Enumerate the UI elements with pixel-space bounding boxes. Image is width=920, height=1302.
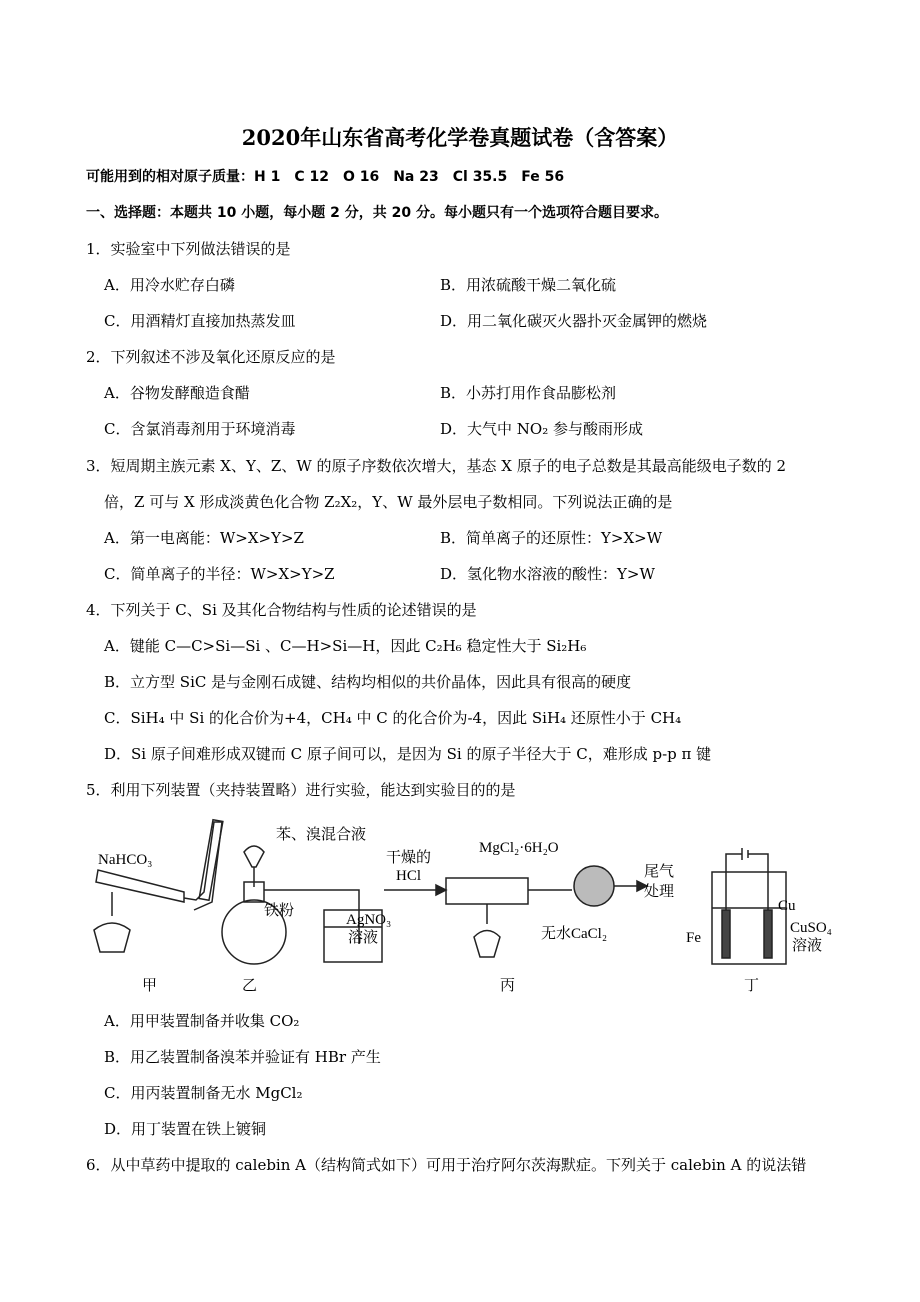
q4-option-b: B．立方型 SiC 是与金刚石成键、结构均相似的共价晶体，因此具有很高的硬度 xyxy=(104,673,632,691)
apparatus-yi xyxy=(222,825,391,994)
apparatus-figure xyxy=(84,812,844,1000)
q3-option-b: B．简单离子的还原性：Y>X>W xyxy=(440,529,663,547)
label-cacl2: 无水CaCl₂ xyxy=(541,926,608,942)
question-4-stem: 4．下列关于 C、Si 及其化合物结构与性质的论述错误的是 xyxy=(86,601,477,619)
apparatus-jia xyxy=(94,820,223,994)
apparatus-bing xyxy=(384,840,674,994)
q5-option-b: B．用乙装置制备溴苯并验证有 HBr 产生 xyxy=(104,1048,381,1066)
question-1-stem: 1．实验室中下列做法错误的是 xyxy=(86,240,291,258)
question-2-stem: 2．下列叙述不涉及氧化还原反应的是 xyxy=(86,348,336,366)
q1-option-b: B．用浓硫酸干燥二氧化硫 xyxy=(440,276,617,294)
label-hcl: HCl xyxy=(396,868,422,884)
label-dry: 干燥的 xyxy=(386,850,432,866)
label-ding: 丁 xyxy=(744,978,760,994)
q4-option-c: C．SiH₄ 中 Si 的化合价为+4，CH₄ 中 C 的化合价为-4，因此 SiH₄ 还原性小于 CH₄ xyxy=(104,709,682,727)
label-benzene-bromine: 苯、溴混合液 xyxy=(276,827,367,843)
q2-option-c: C．含氯消毒剂用于环境消毒 xyxy=(104,420,296,438)
label-treatment: 处理 xyxy=(644,884,675,900)
label-nahco3: NaHCO₃ xyxy=(98,852,153,868)
q3-option-d: D．氢化物水溶液的酸性：Y>W xyxy=(440,565,655,583)
label-jia: 甲 xyxy=(142,978,158,994)
q2-option-a: A．谷物发酵酿造食醋 xyxy=(104,384,250,402)
page-title: 2020年山东省高考化学卷真题试卷（含答案） xyxy=(241,125,679,150)
q1-option-a: A．用冷水贮存白磷 xyxy=(104,276,235,294)
label-iron-powder: 铁粉 xyxy=(264,903,295,919)
q1-option-c: C．用酒精灯直接加热蒸发皿 xyxy=(104,312,296,330)
q4-option-a: A．键能 C—C>Si—Si 、C—H>Si—H，因此 C₂H₆ 稳定性大于 Si₂H₆ xyxy=(104,637,587,655)
label-fe: Fe xyxy=(686,930,701,946)
label-agno3: AgNO₃ xyxy=(346,912,392,928)
q5-option-d: D．用丁装置在铁上镀铜 xyxy=(104,1120,267,1138)
q3-option-a: A．第一电离能：W>X>Y>Z xyxy=(104,529,304,547)
q2-option-d: D．大气中 NO₂ 参与酸雨形成 xyxy=(440,420,643,438)
label-solution-1: 溶液 xyxy=(348,930,379,946)
label-mgcl2: MgCl₂·6H₂O xyxy=(479,840,559,856)
q5-option-a: A．用甲装置制备并收集 CO₂ xyxy=(104,1012,300,1030)
label-tail-gas: 尾气 xyxy=(644,864,675,880)
question-6-stem: 6．从中草药中提取的 calebin A（结构简式如下）可用于治疗阿尔茨海默症。下列关于 calebin A 的说法错 xyxy=(86,1156,807,1174)
question-3-stem-cont: 倍，Z 可与 X 形成淡黄色化合物 Z₂X₂，Y、W 最外层电子数相同。下列说法正确的是 xyxy=(104,493,673,511)
label-cu: Cu xyxy=(778,898,796,914)
question-5-stem: 5．利用下列装置（夹持装置略）进行实验，能达到实验目的的是 xyxy=(86,781,516,799)
label-solution-2: 溶液 xyxy=(792,938,823,954)
q3-option-c: C．简单离子的半径：W>X>Y>Z xyxy=(104,565,335,583)
q1-option-d: D．用二氧化碳灭火器扑灭金属钾的燃烧 xyxy=(440,312,708,330)
apparatus-ding xyxy=(686,848,832,994)
label-bing: 丙 xyxy=(500,978,516,994)
label-yi: 乙 xyxy=(242,978,258,994)
label-cuso4: CuSO₄ xyxy=(790,920,832,936)
question-3-stem: 3．短周期主族元素 X、Y、Z、W 的原子序数依次增大，基态 X 原子的电子总数是其最高能级电子数的 2 xyxy=(86,457,787,475)
q2-option-b: B．小苏打用作食品膨松剂 xyxy=(440,384,617,402)
atomic-masses: 可能用到的相对原子质量：H 1 C 12 O 16 Na 23 Cl 35.5 Fe 56 xyxy=(86,169,565,185)
q4-option-d: D．Si 原子间难形成双键而 C 原子间可以，是因为 Si 的原子半径大于 C，难形成 p-p π 键 xyxy=(104,745,712,763)
section-heading: 一、选择题：本题共 10 小题，每小题 2 分，共 20 分。每小题只有一个选项符合题目要求。 xyxy=(86,205,668,221)
q5-option-c: C．用丙装置制备无水 MgCl₂ xyxy=(104,1084,303,1102)
